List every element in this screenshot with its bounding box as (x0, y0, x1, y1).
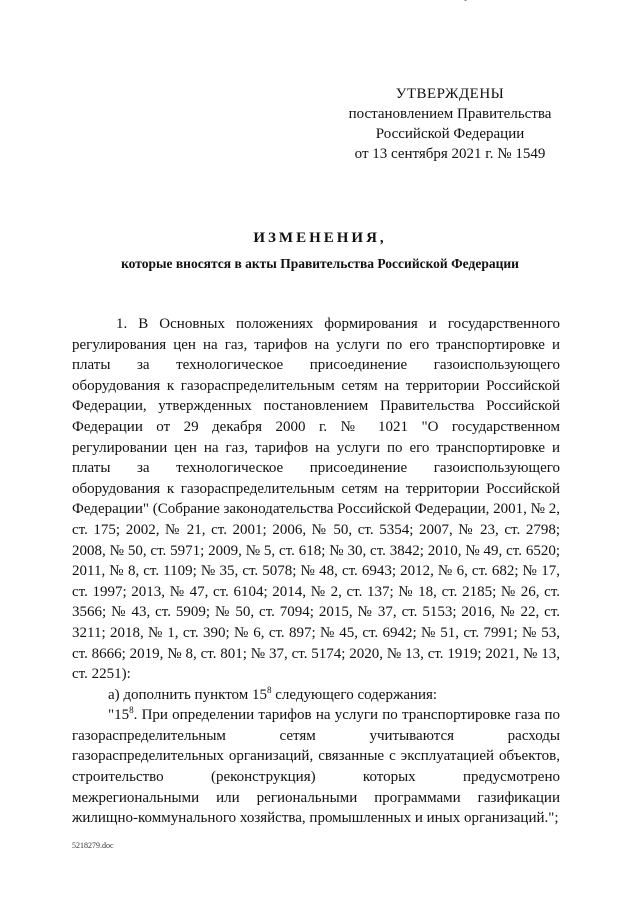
approval-heading: УТВЕРЖДЕНЫ (395, 86, 505, 102)
file-name-footer: 5218279.doc (72, 841, 114, 850)
document-body (72, 314, 560, 829)
document-subtitle: которые вносятся в акты Правительства Российской Федерации (121, 256, 519, 271)
document-title: ИЗМЕНЕНИЯ, (253, 230, 387, 246)
paragraph-2 (72, 685, 560, 706)
paragraph-1: 1. В Основных положениях формирования и государственного регулирования цен на газ, тарифов на услуги по его транспортировке и платы за технологическое присоединение газоиспользующего оборудования к газораспределительным сетям на территории Российской Федерации, утвержденных постановлением Правительства Российской Федерации от 29 декабря 2000 г. № 1021 "О государственном регулировании цен на газ, тарифов на услуги по его транспортировке и платы за технологическое присоединение газоиспользующего оборудования к газораспределительным сетям на территории Российской Федерации" (Собрание законодательства Российской Федерации, 2001, № 2, ст. 175; 2002, № 21, ст. 2001; 2006, № 50, ст. 5354; 2007, № 23, ст. 2798; 2008, № 50, ст. 5971; 2009, № 5, ст. 618; № 30, ст. 3842; 2010, № 49, ст. 6520; 2011, № 8, ст. 1109; № 35, ст. 5078; № 48, ст. 6943; 2012, № 6, ст. 682; № 17, ст. 1997; 2013, № 47, ст. 6104; 2014, № 2, ст. 137; № 18, ст. 2185; № 26, ст. 3566; № 43, ст. 5909; № 50, ст. 7094; 2015, № 37, ст. 5153; 2016, № 22, ст. 3211; 2018, № 1, ст. 390; № 6, ст. 897; № 45, ст. 6942; № 51, ст. 7991; № 53, ст. 8666; 2019, № 8, ст. 801; № 37, ст. 5174; 2020, № 13, ст. 1919; 2021, № 13, ст. 2251): (72, 316, 560, 683)
paragraph-2-text: а) дополнить пунктом 15 (108, 686, 268, 703)
paragraph-3-open: "15 (108, 707, 130, 724)
paragraph-2-superscript: 8 (267, 684, 272, 695)
approval-line-date-number: от 13 сентября 2021 г. № 1549 (354, 146, 546, 162)
paragraph-3-superscript: 8 (129, 705, 134, 716)
scan-mark (464, 0, 467, 1)
paragraph-3 (72, 705, 560, 829)
approval-block (330, 84, 570, 164)
approval-line-decree: постановлением Правительства (348, 106, 552, 122)
approval-line-federation: Российской Федерации (375, 126, 525, 142)
paragraph-3-text: . При определении тарифов на услуги по транспортировке газа по газораспределительным сетям учитываются расходы газораспределительных организаций, связанные с эксплуатацией объектов, строительство (реконструкция) которых предусмотрено межрегиональными или региональными программами газификации жилищно-коммунального хозяйства, промышленных и иных организаций."; (72, 707, 560, 827)
paragraph-2-tail: следующего содержания: (271, 686, 438, 703)
